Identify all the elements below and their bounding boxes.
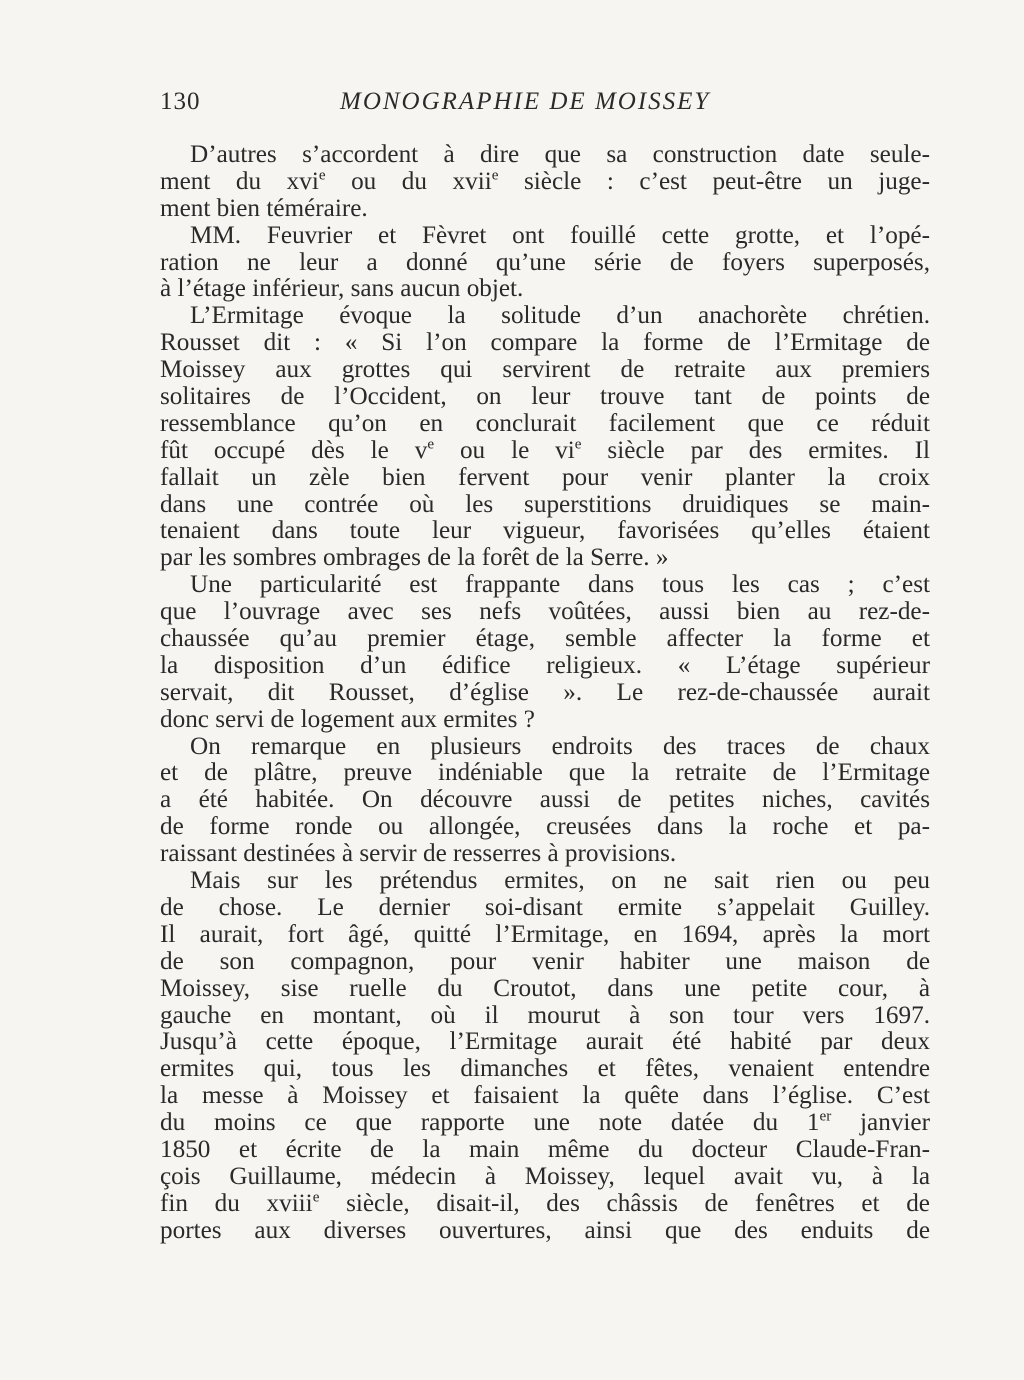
text-line: solitaires de l’Occident, on leur trouve tant de points de [160,383,930,411]
text-line: ermites qui, tous les dimanches et fêtes, venaient entendre [160,1055,930,1083]
paragraph [160,572,930,733]
text-line: du moins ce que rapporte une note datée du 1er janvier [160,1108,930,1137]
text-line: Jusqu’à cette époque, l’Ermitage aurait été habité par deux [160,1028,930,1056]
text-line: 1850 et écrite de la main même du docteur Claude-Fran- [160,1135,930,1163]
text-line: fût occupé dès le $v^e$ ou le $vi^e$ siècle par des ermites. Il [160,436,930,464]
text-line: L’Ermitage évoque la solitude d’un anachorète chrétien. [190,302,930,330]
text-line: que l’ouvrage avec ses nefs voûtées, aussi bien au rez-de- [160,598,930,626]
text-line: fallait un zèle bien fervent pour venir planter la croix [160,463,930,491]
text-line: On remarque en plusieurs endroits des traces de chaux [190,732,930,760]
text-line: Il aurait, fort âgé, quitté l’Ermitage, en 1694, après la mort [160,920,930,948]
running-title: MONOGRAPHIE DE MOISSEY [340,88,711,115]
text-line: ressemblance qu’on en conclurait facilement que ce réduit [160,409,930,437]
paragraph [160,142,930,223]
text-line: Moissey, sise ruelle du Croutot, dans une petite cour, à [160,974,930,1002]
text-line: la messe à Moissey et faisaient la quête dans l’église. C’est [160,1082,930,1110]
text-line: par les sombres ombrages de la forêt de la Serre. » [160,544,669,572]
text-line: D’autres s’accordent à dire que sa construction date seule- [190,141,930,168]
text-line: çois Guillaume, médecin à Moissey, lequel avait vu, à la [160,1162,930,1190]
body-text [160,142,930,1245]
text-line: tenaient dans toute leur vigueur, favorisées qu’elles étaient [160,517,930,545]
text-line: a été habitée. On découvre aussi de petites niches, cavités [160,786,930,814]
text-line: de forme ronde ou allongée, creusées dans la roche et pa- [160,813,930,841]
text-line: à l’étage inférieur, sans aucun objet. [160,275,524,303]
page-header [160,88,930,122]
text-line: Une particularité est frappante dans tous les cas ; c’est [190,571,930,599]
paragraph [160,223,930,304]
text-line: Mais sur les prétendus ermites, on ne sait rien ou peu [190,867,930,895]
text-line: dans une contrée où les superstitions druidiques se main- [160,490,930,518]
text-line: gauche en montant, où il mourut à son tour vers 1697. [160,1001,930,1029]
text-line: fin du xviii$^e$ siècle, disait-il, des châssis de fenêtres et de [160,1189,930,1217]
paragraph [160,868,930,1244]
text-line: la disposition d’un édifice religieux. « L’étage supérieur [160,651,930,679]
page-number: 130 [160,88,201,115]
text-line: portes aux diverses ouvertures, ainsi que des enduits de [160,1216,930,1244]
paragraph [160,303,930,572]
text-line: Moissey aux grottes qui servirent de retraite aux premiers [160,356,930,384]
text-line: Rousset dit : « Si l’on compare la forme de l’Ermitage de [160,329,930,357]
text-line: donc servi de logement aux ermites ? [160,705,535,733]
text-line: MM. Feuvrier et Fèvret ont fouillé cette grotte, et l’opé- [190,221,930,249]
text-line: de chose. Le dernier soi-disant ermite s’appelait Guilley. [160,893,930,921]
text-line: de son compagnon, pour venir habiter une maison de [160,947,930,975]
paragraph [160,734,930,868]
text-line: ment bien téméraire. [160,194,368,222]
text-line: ration ne leur a donné qu’une série de foyers superposés, [160,248,930,276]
text-line: raissant destinées à servir de resserres à provisions. [160,840,677,868]
text-line: chaussée qu’au premier étage, semble affecter la forme et [160,625,930,653]
text-line: ment du xvi$^e$ ou du xvii$^e$ siècle : c’est peut-être un juge- [160,167,930,195]
text-line: servait, dit Rousset, d’église ». Le rez-de-chaussée aurait [160,678,930,706]
text-line: et de plâtre, preuve indéniable que la retraite de l’Ermitage [160,759,930,787]
